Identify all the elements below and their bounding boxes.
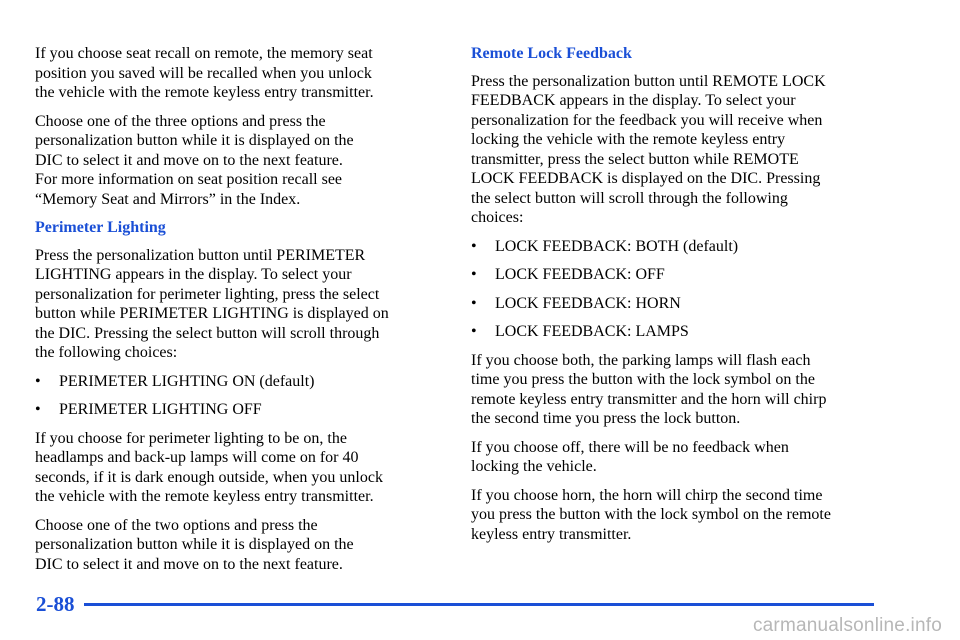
seat-options-paragraph: Choose one of the three options and press the personalization button while it is displayed on the DIC to select it and move on to the next feature. For more information on seat position recall see “Memory Seat and Mirrors” in the Index.	[35, 112, 354, 208]
watermark: carmanualsonline.info	[752, 615, 942, 636]
bullet-icon: •	[471, 294, 477, 312]
bullet-icon: •	[471, 323, 477, 340]
right-column	[471, 44, 883, 553]
bullet-icon: •	[471, 237, 477, 255]
both-paragraph: If you choose both, the parking lamps will flash each time you press the button with the lock symbol on the remote keyless entry transmitter and the horn will chirp the second time you press the lock button.	[471, 351, 827, 427]
left-column	[35, 44, 435, 583]
list-item: • PERIMETER LIGHTING OFF	[35, 401, 262, 418]
page-number: 2-88	[36, 592, 75, 616]
bullet-icon: •	[35, 401, 41, 418]
perimeter-lighting-options	[35, 372, 435, 420]
remote-lock-feedback-heading: Remote Lock Feedback	[471, 45, 632, 62]
horn-paragraph: If you choose horn, the horn will chirp the second time you press the button with the lock symbol on the remote keyless entry transmitter.	[471, 486, 831, 543]
lock-feedback-options	[471, 237, 883, 342]
list-item: • LOCK FEEDBACK: HORN	[471, 294, 681, 312]
seat-recall-paragraph: If you choose seat recall on remote, the memory seat position you saved will be recalled when you unlock the vehicle with the remote keyless entry transmitter.	[35, 45, 374, 101]
perimeter-lighting-heading: Perimeter Lighting	[35, 219, 166, 236]
remote-lock-paragraph: Press the personalization button until REMOTE LOCK FEEDBACK appears in the display. To select your personalization for the feedback you will receive when locking the vehicle with the remote keyless entry transmitter, press the select button while REMOTE LOCK FEEDBACK is displayed on the DIC. Pressing the select button will scroll through the following choices:	[471, 72, 826, 226]
list-item: • LOCK FEEDBACK: LAMPS	[471, 323, 689, 340]
list-item: • LOCK FEEDBACK: OFF	[471, 266, 665, 283]
list-item: • PERIMETER LIGHTING ON (default)	[35, 372, 315, 390]
bullet-icon: •	[471, 266, 477, 283]
footer-divider	[84, 603, 874, 606]
perimeter-lighting-paragraph: Press the personalization button until PERIMETER LIGHTING appears in the display. To select your personalization for perimeter lighting, press the select button while PERIMETER LIGHTING is displayed on the DIC. Pressing the select button will scroll through the following choices:	[35, 246, 389, 361]
perimeter-on-paragraph: If you choose for perimeter lighting to be on, the headlamps and back-up lamps will come on for 40 seconds, if it is dark enough outside, when you unlock the vehicle with the remote keyless entry transmitter.	[35, 429, 383, 505]
off-paragraph: If you choose off, there will be no feedback when locking the vehicle.	[471, 438, 789, 475]
perimeter-options-paragraph: Choose one of the two options and press the personalization button while it is displayed on the DIC to select it and move on to the next feature.	[35, 516, 354, 573]
bullet-icon: •	[35, 372, 41, 390]
list-item: • LOCK FEEDBACK: BOTH (default)	[471, 237, 739, 255]
